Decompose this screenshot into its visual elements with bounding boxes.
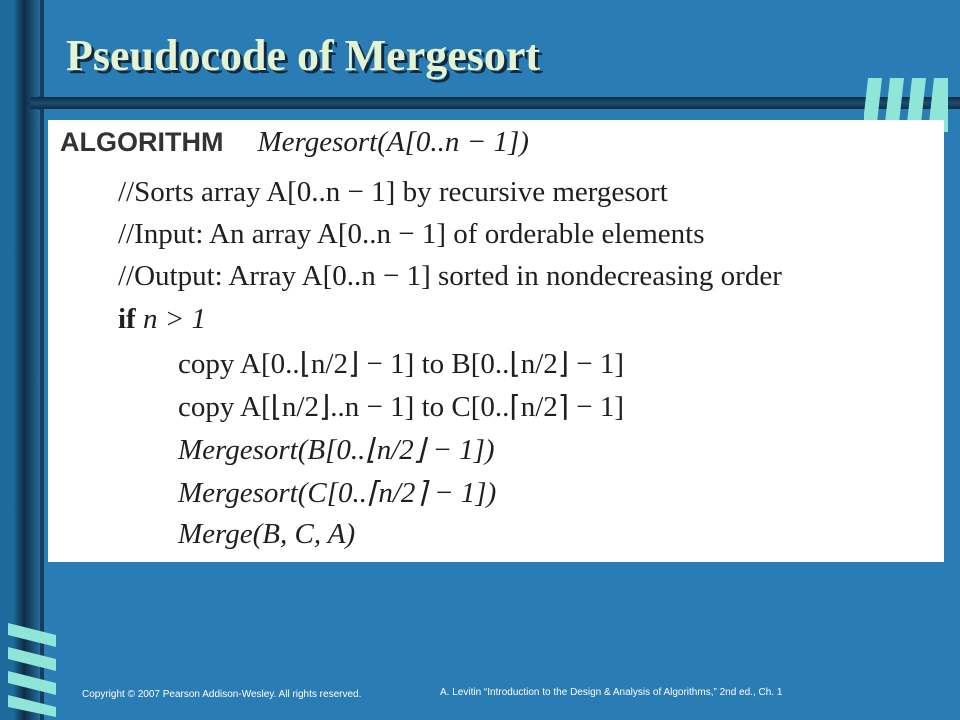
body-line: copy A[0..⌊n/2⌋ − 1] to B[0..⌊n/2⌋ − 1] <box>178 348 625 380</box>
body-line: Mergesort(B[0..⌊n/2⌋ − 1]) <box>178 434 495 466</box>
body-line: Mergesort(C[0..⌈n/2⌉ − 1]) <box>178 477 497 509</box>
body-line: copy A[⌊n/2⌋..n − 1] to C[0..⌈n/2⌉ − 1] <box>178 391 625 423</box>
algorithm-keyword: ALGORITHM <box>60 127 224 157</box>
decorative-stripes-bottom-left <box>2 617 66 717</box>
slide-title: Pseudocode of Mergesort <box>66 31 541 80</box>
comment-line: //Sorts array A[0..n − 1] by recursive mergesort <box>118 176 668 208</box>
comment-line: //Input: An array A[0..n − 1] of orderable elements <box>118 218 705 250</box>
footer-citation: A. Levitin “Introduction to the Design & Analysis of Algorithms,” 2nd ed., Ch. 1 <box>440 687 783 698</box>
algorithm-header <box>60 126 529 159</box>
footer-copyright: Copyright © 2007 Pearson Addison-Wesley. All rights reserved. <box>82 689 362 700</box>
if-keyword: if <box>118 303 136 335</box>
if-condition: n > 1 <box>142 303 207 335</box>
comment-line: //Output: Array A[0..n − 1] sorted in nondecreasing order <box>118 260 782 292</box>
if-line <box>118 303 206 336</box>
algorithm-signature: Mergesort(A[0..n − 1]) <box>257 126 529 158</box>
title-rule <box>30 97 960 109</box>
pseudocode-panel <box>48 120 944 562</box>
body-line: Merge(B, C, A) <box>178 518 356 550</box>
